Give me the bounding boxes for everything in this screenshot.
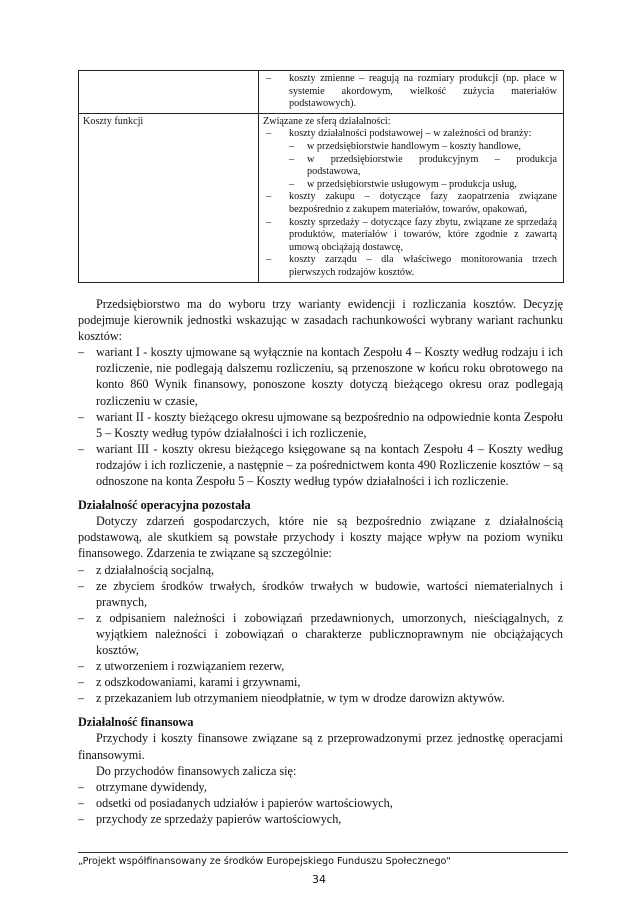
list-item-text: z utworzeniem i rozwiązaniem rezerw,	[96, 659, 285, 674]
paragraph-intro: Przedsiębiorstwo ma do wyboru trzy warianty ewidencji i rozliczania kosztów. Decyzję podejmuje kierownik jednostki wskazując w zasadach rachunkowości wybrany wariant rachunku kosztów:	[78, 297, 563, 344]
list-item-text: ze zbyciem środków trwałych, środków trwałych w budowie, wartości niematerialnych i prawnych,	[96, 578, 563, 609]
table-list-item	[263, 254, 557, 279]
spacer	[78, 489, 563, 497]
list-item	[78, 779, 563, 795]
list-item	[78, 409, 563, 441]
table-list-item	[263, 217, 557, 255]
table-item-text: koszty zmienne – reagują na rozmiary produkcji (np. płace w systemie akordowym, wielkość zużycia materiałów podstawowych).	[289, 73, 557, 110]
dash-bullet: –	[289, 153, 295, 165]
dash-bullet: –	[266, 128, 272, 140]
section-heading: Działalność finansowa	[78, 715, 194, 730]
dash-bullet: –	[78, 691, 85, 706]
list-item	[78, 674, 563, 690]
table-cell-content	[259, 113, 564, 282]
list-item-text: z odpisaniem należności i zobowiązań przedawnionych, umorzonych, nieściągalnych, z wyjątkiem należności i zobowiązań o charakterze publicznoprawnym nie obciążających kosztów,	[96, 610, 563, 657]
table-sub-item	[263, 141, 557, 154]
dash-bullet: –	[78, 578, 85, 593]
document-body	[78, 296, 563, 827]
dash-bullet: –	[78, 441, 85, 456]
cost-classification-table	[78, 70, 564, 283]
dash-bullet: –	[78, 562, 85, 577]
dash-bullet: –	[78, 779, 85, 794]
dash-bullet: –	[78, 811, 85, 826]
dash-bullet: –	[289, 140, 295, 152]
dash-bullet: –	[266, 73, 272, 84]
list-item-text: wariant I - koszty ujmowane są wyłącznie na kontach Zespołu 4 – Koszty według rodzaju i ich rozliczenie, nie podlegają dalszemu rozliczeniu, są przenoszone w końcu roku obrotowego na konto 860 Wynik finansowy, ponoszone koszty dotyczą bieżącego okresu oraz podlegają rozliczeniu w czasie,	[96, 345, 563, 408]
dash-bullet: –	[289, 178, 295, 190]
list-item-text: odsetki od posiadanych udziałów i papierów wartościowych,	[96, 795, 393, 810]
paragraph-intro: Przychody i koszty finansowe związane są z przeprowadzonymi przez jednostkę operacjami finansowymi.	[78, 731, 563, 762]
paragraph-intro: Do przychodów finansowych zalicza się:	[96, 763, 297, 778]
list-item-text: z działalnością socjalną,	[96, 562, 215, 577]
dash-bullet: –	[78, 610, 85, 625]
table-sub-item	[263, 154, 557, 179]
list-item-text: wariant II - koszty bieżącego okresu ujmowane są bezpośrednio na odpowiednie konta Zespołu 5 – Koszty według typów działalności i ich rozliczenie,	[96, 409, 563, 440]
table-item-text: w przedsiębiorstwie produkcyjnym – produkcja podstawowa,	[307, 153, 557, 178]
dash-bullet: –	[78, 659, 85, 674]
table-item-text: w przedsiębiorstwie handlowym – koszty handlowe,	[307, 140, 521, 152]
dash-bullet: –	[266, 216, 272, 228]
table-list-item	[263, 73, 557, 111]
list-item	[78, 795, 563, 811]
list-item	[78, 344, 563, 408]
table-item-text: koszty działalności podstawowej – w zależności od branży:	[289, 128, 532, 140]
dash-bullet: –	[266, 254, 272, 266]
table-cell-content	[259, 71, 564, 114]
dash-bullet: –	[78, 675, 85, 690]
dash-bullet: –	[266, 191, 272, 203]
list-item	[78, 811, 563, 827]
table-row	[79, 71, 564, 114]
page-number: 34	[312, 873, 326, 886]
list-item	[78, 610, 563, 658]
spacer	[78, 706, 563, 714]
table-cell-label: Koszty funkcji	[79, 113, 259, 282]
list-item	[78, 562, 563, 578]
table-cell-header: Związane ze sferą działalności:	[263, 115, 391, 127]
section-heading: Działalność operacyjna pozostała	[78, 498, 251, 513]
footer-text: „Projekt współfinansowany ze środków Europejskiego Funduszu Społecznego"	[78, 856, 451, 867]
list-item-text: otrzymane dywidendy,	[96, 779, 207, 794]
table-row	[79, 113, 564, 282]
table-sub-item	[263, 179, 557, 192]
list-item-text: z odszkodowaniami, karami i grzywnami,	[96, 675, 301, 690]
list-item	[78, 658, 563, 674]
dash-bullet: –	[78, 795, 85, 810]
table-item-text: w przedsiębiorstwie usługowym – produkcja usług,	[307, 178, 517, 190]
table-list-item	[263, 191, 557, 216]
list-item-text: przychody ze sprzedaży papierów wartościowych,	[96, 811, 342, 826]
table-cell-label	[79, 71, 259, 114]
list-item-text: z przekazaniem lub otrzymaniem nieodpłatnie, w tym w drodze darowizn aktywów.	[96, 691, 505, 706]
dash-bullet: –	[78, 409, 85, 424]
table-item-text: koszty zakupu – dotyczące fazy zaopatrzenia związane bezpośrednio z zakupem materiałów, towarów, opakowań,	[289, 191, 557, 215]
list-item-text: wariant III - koszty okresu bieżącego księgowane są na kontach Zespołu 4 – Koszty według rodzajów i ich rozliczenie, a następnie – za pośrednictwem konta 490 Rozliczenie kosztów – są odnoszone na konta Zespołu 5 – Koszty według typów działalności i ich rozliczenie.	[96, 441, 563, 489]
table-item-text: koszty zarządu – dla właściwego monitorowania trzech pierwszych rodzajów kosztów.	[289, 254, 557, 278]
table-item-text: koszty sprzedaży – dotyczące fazy zbytu, związane ze sprzedażą produktów, materiałów i towarów, które zgodnie z zawartą umową obciążają dostawcę,	[289, 216, 557, 253]
list-item	[78, 441, 563, 489]
table-list-item	[263, 128, 557, 141]
footer-divider	[78, 852, 568, 853]
dash-bullet: –	[78, 345, 85, 360]
paragraph-intro: Dotyczy zdarzeń gospodarczych, które nie są bezpośrednio związane z działalnością podstawową, ale skutkiem są powstałe przychody i koszty mające wpływ na poziom wyniku finansowego. Zdarzenia te związane są szczególnie:	[78, 514, 563, 561]
list-item	[78, 690, 563, 706]
list-item	[78, 578, 563, 610]
